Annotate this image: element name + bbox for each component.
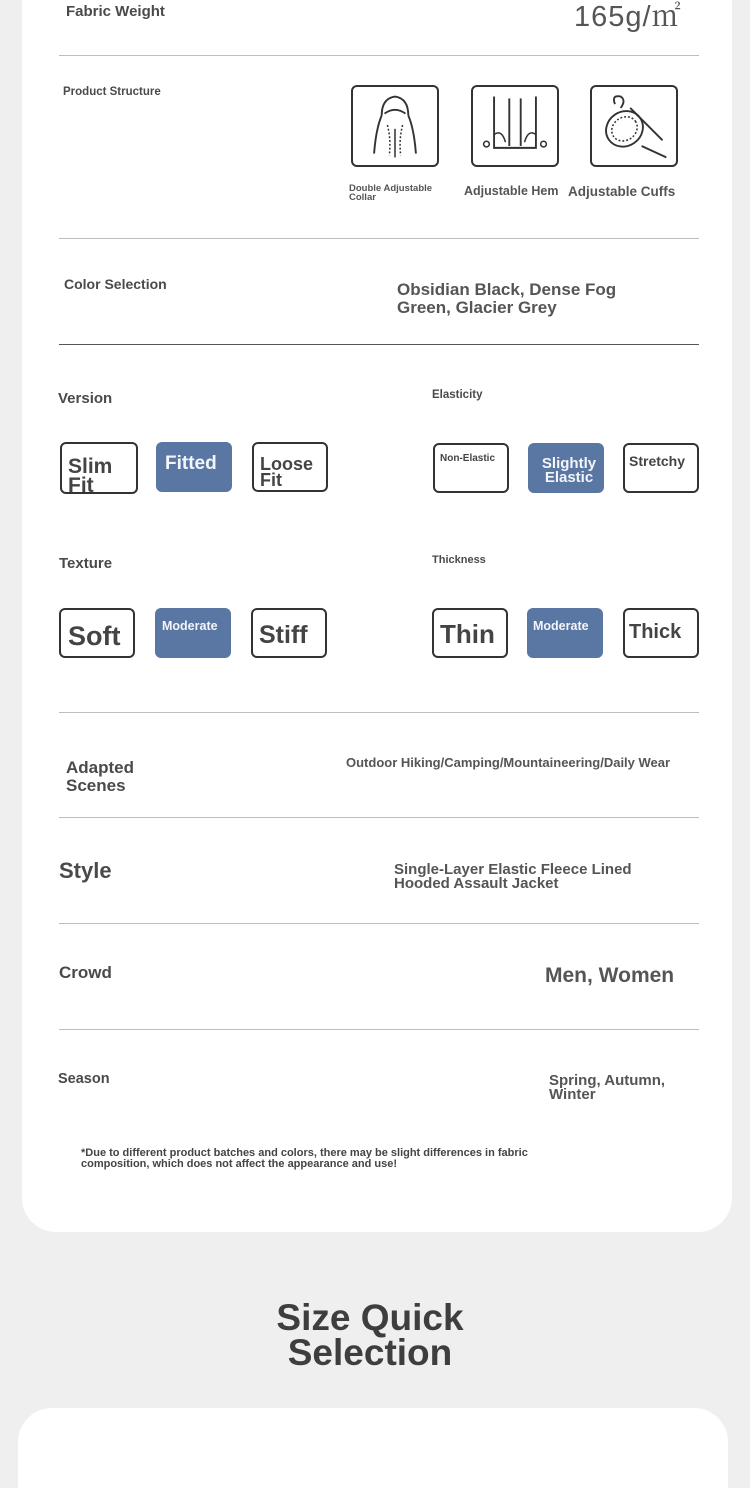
size-selection-card (18, 1408, 728, 1488)
divider (59, 923, 699, 924)
feature-caption-collar: Double Adjustable Collar (349, 183, 433, 204)
divider (59, 712, 699, 713)
adapted-scenes-label: Adapted Scenes (66, 758, 134, 795)
version-label: Version (58, 390, 113, 407)
crowd-value: Men, Women (545, 964, 675, 987)
divider (59, 55, 699, 56)
divider (59, 817, 699, 818)
fabric-weight-value: 165g/㎡ (574, 1, 682, 33)
season-value: Spring, Autumn, Winter (549, 1072, 666, 1104)
color-selection-label: Color Selection (64, 276, 167, 292)
feature-caption-hem: Adjustable Hem (464, 184, 559, 198)
color-selection-value: Obsidian Black, Dense Fog Green, Glacier Grey (397, 280, 617, 317)
thickness-option-thin[interactable]: Thin (432, 608, 508, 658)
thickness-option-thick[interactable]: Thick (623, 608, 699, 658)
divider (59, 238, 699, 239)
style-label: Style (59, 858, 112, 883)
version-option-fitted[interactable]: Fitted (156, 442, 232, 492)
hem-drawcord-icon (471, 85, 559, 167)
elasticity-label: Elasticity (432, 389, 483, 401)
texture-label: Texture (59, 555, 113, 572)
version-option-loose-fit[interactable]: Loose Fit (252, 442, 328, 492)
style-value: Single-Layer Elastic Fleece Lined Hooded Assault Jacket (394, 861, 632, 893)
adapted-scenes-value: Outdoor Hiking/Camping/Mountaineering/Daily Wear (346, 755, 671, 770)
texture-option-moderate[interactable]: Moderate (155, 608, 231, 658)
product-structure-label: Product Structure (63, 86, 161, 98)
size-quick-selection-title: Size Quick Selection (276, 1297, 464, 1374)
cuff-icon (590, 85, 678, 167)
elasticity-option-stretchy[interactable]: Stretchy (623, 443, 699, 493)
thickness-option-moderate[interactable]: Moderate (527, 608, 603, 658)
fabric-disclaimer-note: *Due to different product batches and colors, there may be slight differences in fabric composition, which does not affect the appearance and use! (81, 1147, 528, 1170)
divider (59, 1029, 699, 1030)
elasticity-option-non-elastic[interactable]: Non-Elastic (433, 443, 509, 493)
version-option-slim-fit[interactable]: Slim Fit (60, 442, 138, 494)
season-label: Season (58, 1071, 110, 1087)
crowd-label: Crowd (59, 963, 112, 982)
thickness-label: Thickness (432, 554, 486, 566)
elasticity-option-slightly-elastic[interactable]: Slightly Elastic (528, 443, 604, 493)
texture-option-stiff[interactable]: Stiff (251, 608, 327, 658)
fabric-weight-label: Fabric Weight (66, 3, 165, 20)
hood-collar-icon (351, 85, 439, 167)
texture-option-soft[interactable]: Soft (59, 608, 135, 658)
divider (59, 344, 699, 345)
feature-caption-cuffs: Adjustable Cuffs (568, 184, 676, 199)
